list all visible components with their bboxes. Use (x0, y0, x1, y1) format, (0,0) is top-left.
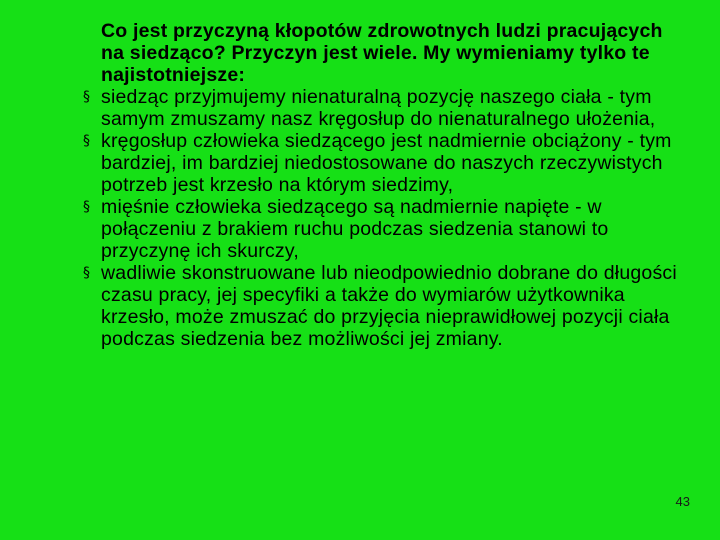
list-item (77, 86, 677, 130)
bullet-list (77, 86, 677, 350)
list-item (77, 130, 677, 196)
bullet-marker-icon: § (83, 89, 91, 105)
bullet-text: kręgosłup człowieka siedzącego jest nadmiernie obciążony - tym bardziej, im bardziej niedostosowane do naszych rzeczywistych potrzeb jest krzesło na którym siedzimy, (101, 130, 672, 196)
bullet-marker-icon: § (83, 199, 91, 215)
page-number: 43 (675, 494, 690, 509)
slide-content (77, 20, 677, 350)
bullet-marker-icon: § (83, 265, 91, 281)
list-item (77, 196, 677, 262)
bullet-marker-icon: § (83, 133, 91, 149)
bullet-text: wadliwie skonstruowane lub nieodpowiednio dobrane do długości czasu pracy, jej specyfiki a także do wymiarów użytkownika krzesło, może zmuszać do przyjęcia nieprawidłowej pozycji ciała podczas siedzenia bez możliwości jej zmiany. (101, 262, 677, 350)
bullet-text: siedząc przyjmujemy nienaturalną pozycję naszego ciała - tym samym zmuszamy nasz kręgosłup do nienaturalnego ułożenia, (101, 86, 656, 130)
list-item (77, 262, 677, 350)
intro-question: Co jest przyczyną kłopotów zdrowotnych ludzi pracujących na siedząco? Przyczyn jest wiele. My wymieniamy tylko te najistotniejsze: (101, 20, 663, 86)
bullet-text: mięśnie człowieka siedzącego są nadmiernie napięte - w połączeniu z brakiem ruchu podczas siedzenia stanowi to przyczynę ich skurczy, (101, 196, 609, 262)
